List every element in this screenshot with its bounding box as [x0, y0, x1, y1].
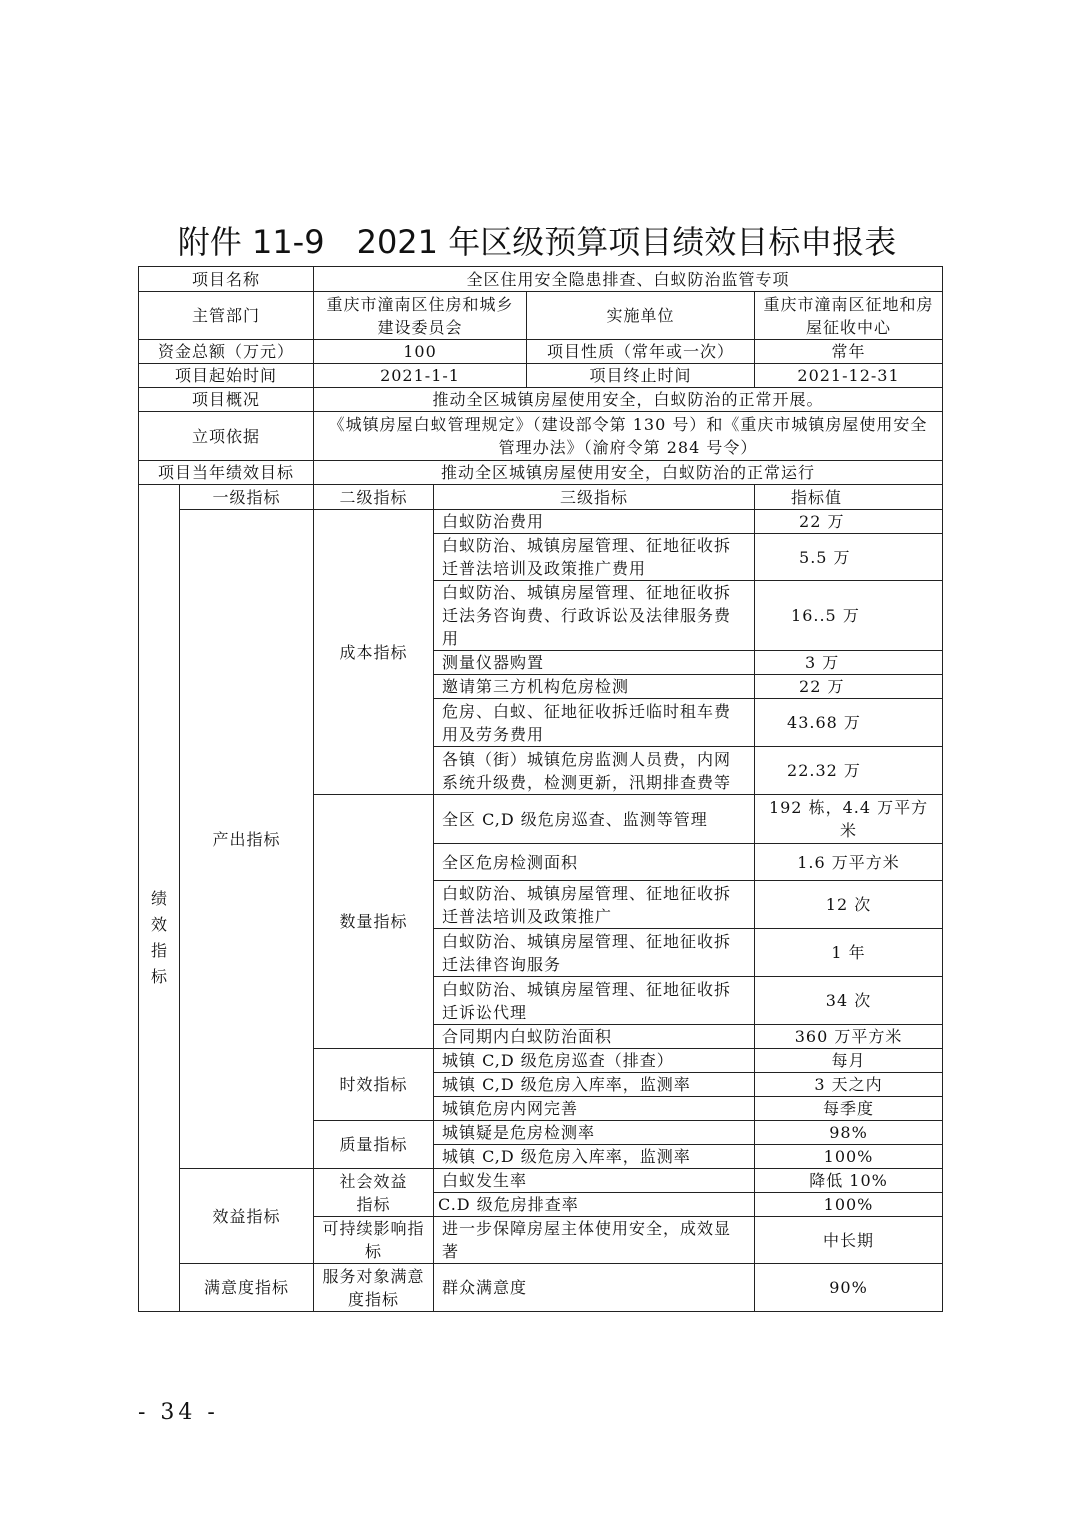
- table-row: [139, 510, 943, 534]
- item-cell: 城镇 C,D 级危房入库率，监测率: [434, 1145, 755, 1169]
- end-value: 2021-12-31: [755, 364, 943, 388]
- item-cell: 危房、白蚁、征地征收拆迁临时租车费用及劳务费用: [434, 699, 755, 747]
- item-cell: 城镇 C,D 级危房入库率，监测率: [434, 1073, 755, 1097]
- item-cell: C.D 级危房排查率: [434, 1193, 755, 1217]
- value-cell: 22 万: [755, 675, 943, 699]
- impl-label: 实施单位: [527, 292, 755, 340]
- row-column-headers: [139, 485, 943, 510]
- perf-indicator-text: 绩效指标: [151, 889, 169, 986]
- row-basis: [139, 412, 943, 461]
- row-goal: [139, 461, 943, 485]
- item-cell: 各镇（街）城镇危房监测人员费，内网系统升级费，检测更新，汛期排查费等: [434, 747, 755, 795]
- overview-value: 推动全区城镇房屋使用安全，白蚁防治的正常开展。: [314, 388, 943, 412]
- item-cell: 进一步保障房屋主体使用安全，成效显著: [434, 1217, 755, 1264]
- value-header: 指标值: [755, 485, 943, 510]
- dept-label: 主管部门: [139, 292, 314, 340]
- value-cell: 100%: [755, 1193, 943, 1217]
- end-label: 项目终止时间: [527, 364, 755, 388]
- start-label: 项目起始时间: [139, 364, 314, 388]
- lvl2-sustain: 可持续影响指标: [314, 1217, 434, 1264]
- lvl2-header: 二级指标: [314, 485, 434, 510]
- item-cell: 城镇危房内网完善: [434, 1097, 755, 1121]
- value-cell: 98%: [755, 1121, 943, 1145]
- perf-indicator-label: [139, 485, 180, 1312]
- item-cell: 白蚁防治、城镇房屋管理、征地征收拆迁法律咨询服务: [434, 929, 755, 977]
- dept-value: 重庆市潼南区住房和城乡建设委员会: [314, 292, 527, 340]
- value-cell: 降低 10%: [755, 1169, 943, 1193]
- performance-table: [138, 266, 943, 1312]
- nature-label: 项目性质（常年或一次）: [527, 340, 755, 364]
- value-cell: 360 万平方米: [755, 1025, 943, 1049]
- value-cell: 中长期: [755, 1217, 943, 1264]
- basis-label: 立项依据: [139, 412, 314, 461]
- item-cell: 白蚁防治、城镇房屋管理、征地征收拆迁普法培训及政策推广: [434, 881, 755, 929]
- item-cell: 全区 C,D 级危房巡查、监测等管理: [434, 795, 755, 844]
- item-cell: 测量仪器购置: [434, 651, 755, 675]
- value-cell: 90%: [755, 1264, 943, 1312]
- page-title: 附件 11-9 2021 年区级预算项目绩效目标申报表: [177, 223, 897, 261]
- goal-value: 推动全区城镇房屋使用安全，白蚁防治的正常运行: [314, 461, 943, 485]
- fund-label: 资金总额（万元）: [139, 340, 314, 364]
- row-project-name: [139, 267, 943, 292]
- impl-value: 重庆市潼南区征地和房屋征收中心: [755, 292, 943, 340]
- value-cell: 192 栋，4.4 万平方米: [755, 795, 943, 844]
- item-cell: 邀请第三方机构危房检测: [434, 675, 755, 699]
- table-row: [139, 1169, 943, 1193]
- page-number: - 34 -: [138, 1400, 219, 1425]
- value-cell: 每月: [755, 1049, 943, 1073]
- lvl3-header: 三级指标: [434, 485, 755, 510]
- value-cell: 3 天之内: [755, 1073, 943, 1097]
- overview-label: 项目概况: [139, 388, 314, 412]
- item-cell: 白蚁防治、城镇房屋管理、征地征收拆迁诉讼代理: [434, 977, 755, 1025]
- value-cell: 22.32 万: [755, 747, 943, 795]
- project-name-value: 全区住用安全隐患排查、白蚁防治监管专项: [314, 267, 943, 292]
- goal-label: 项目当年绩效目标: [139, 461, 314, 485]
- lvl2-quality: 质量指标: [314, 1121, 434, 1169]
- value-cell: 1.6 万平方米: [755, 844, 943, 881]
- value-cell: 12 次: [755, 881, 943, 929]
- start-value: 2021-1-1: [314, 364, 527, 388]
- basis-value: 《城镇房屋白蚁管理规定》（建设部令第 130 号）和《重庆市城镇房屋使用安全管理办法》（渝府令第 284 号令）: [314, 412, 943, 461]
- value-cell: 3 万: [755, 651, 943, 675]
- lvl2-social: 社会效益指标: [314, 1169, 434, 1217]
- row-fund: [139, 340, 943, 364]
- lvl2-quantity: 数量指标: [314, 795, 434, 1049]
- item-cell: 白蚁发生率: [434, 1169, 755, 1193]
- item-cell: 白蚁防治、城镇房屋管理、征地征收拆迁普法培训及政策推广费用: [434, 534, 755, 581]
- value-cell: 16..5 万: [755, 581, 943, 651]
- fund-value: 100: [314, 340, 527, 364]
- value-cell: 34 次: [755, 977, 943, 1025]
- row-dept: [139, 292, 943, 340]
- item-cell: 群众满意度: [434, 1264, 755, 1312]
- lvl2-cost: 成本指标: [314, 510, 434, 795]
- row-time: [139, 364, 943, 388]
- lvl2-timeliness: 时效指标: [314, 1049, 434, 1121]
- item-cell: 白蚁防治、城镇房屋管理、征地征收拆迁法务咨询费、行政诉讼及法律服务费用: [434, 581, 755, 651]
- value-cell: 5.5 万: [755, 534, 943, 581]
- value-cell: 每季度: [755, 1097, 943, 1121]
- value-cell: 100%: [755, 1145, 943, 1169]
- lvl2-service: 服务对象满意度指标: [314, 1264, 434, 1312]
- lvl1-benefit: 效益指标: [180, 1169, 314, 1264]
- value-cell: 1 年: [755, 929, 943, 977]
- item-cell: 全区危房检测面积: [434, 844, 755, 881]
- table-row: [139, 1264, 943, 1312]
- project-name-label: 项目名称: [139, 267, 314, 292]
- item-cell: 城镇 C,D 级危房巡查（排查）: [434, 1049, 755, 1073]
- value-cell: 22 万: [755, 510, 943, 534]
- item-cell: 合同期内白蚁防治面积: [434, 1025, 755, 1049]
- lvl1-header: 一级指标: [180, 485, 314, 510]
- item-cell: 白蚁防治费用: [434, 510, 755, 534]
- nature-value: 常年: [755, 340, 943, 364]
- value-cell: 43.68 万: [755, 699, 943, 747]
- item-cell: 城镇疑是危房检测率: [434, 1121, 755, 1145]
- row-overview: [139, 388, 943, 412]
- lvl1-satisfaction: 满意度指标: [180, 1264, 314, 1312]
- lvl1-output: 产出指标: [180, 510, 314, 1169]
